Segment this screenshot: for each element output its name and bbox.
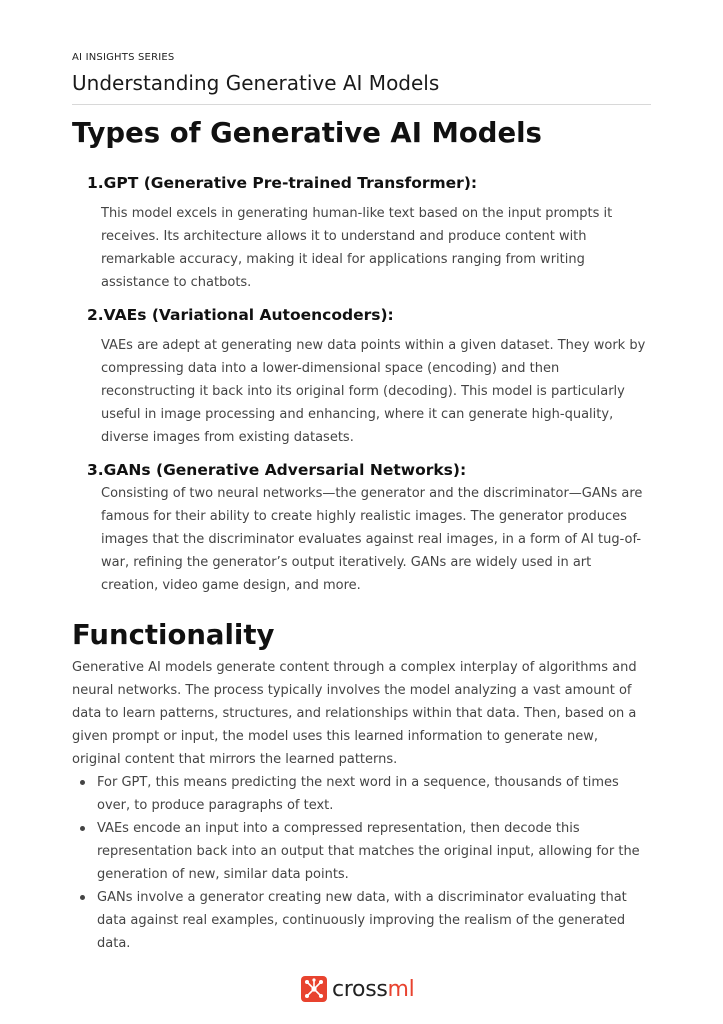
wordmark-accent: ml [387,976,415,1002]
bullet-icon [80,895,85,900]
model-type-heading: 2.VAEs (Variational Autoencoders): [87,306,394,324]
crossml-wordmark [332,977,415,1002]
model-type-vae [87,305,652,449]
model-type-description: Consisting of two neural networks—the generator and the discriminator—GANs are famous for their ability to create highly realistic images. The generator produces images that the discriminator evaluates against real images, in a form of AI tug-of-war, refining the generator’s output iteratively. GANs are widely used in art creation, video game design, and more. [101,486,643,593]
model-type-heading: 3.GANs (Generative Adversarial Networks): [87,461,467,479]
list-item-text: VAEs encode an input into a compressed representation, then decode this representation back into an output that matches the original input, allowing for the generation of new, similar data points. [97,821,640,882]
types-section-heading: Types of Generative AI Models [72,117,542,149]
functionality-bullet-list [80,771,652,955]
functionality-section-heading: Functionality [72,619,275,651]
bullet-icon [80,780,85,785]
series-label: AI INSIGHTS SERIES [72,52,175,63]
bullet-icon [80,826,85,831]
list-item-text: For GPT, this means predicting the next word in a sequence, thousands of times over, to produce paragraphs of text. [97,775,619,813]
wordmark-main: cross [332,976,388,1002]
crossml-logo [301,975,415,1003]
model-type-description: This model excels in generating human-like text based on the input prompts it receives. Its architecture allows it to understand and produce content with remarkable accuracy, making it ideal for applications ranging from writing assistance to chatbots. [101,206,613,290]
model-type-gpt [87,173,652,294]
crossml-network-icon [301,976,327,1002]
model-type-description: VAEs are adept at generating new data points within a given dataset. They work by compressing data into a lower-dimensional space (encoding) and then reconstructing it back into its original form (decoding). This model is particularly useful in image processing and enhancing, where it can generate high-quality, diverse images from existing datasets. [101,338,646,445]
list-item [80,771,652,817]
model-type-heading: 1.GPT (Generative Pre-trained Transformer): [87,174,478,192]
document-title: Understanding Generative AI Models [72,71,440,95]
list-item-text: GANs involve a generator creating new data, with a discriminator evaluating that data against real examples, continuously improving the realism of the generated data. [97,890,627,951]
header-divider [72,104,651,105]
model-type-gan [87,460,652,597]
list-item [80,886,652,955]
list-item [80,817,652,886]
functionality-paragraph: Generative AI models generate content through a complex interplay of algorithms and neural networks. The process typically involves the model analyzing a vast amount of data to learn patterns, structures, and relationships within that data. Then, based on a given prompt or input, the model uses this learned information to generate new, original content that mirrors the learned patterns. [72,660,637,767]
